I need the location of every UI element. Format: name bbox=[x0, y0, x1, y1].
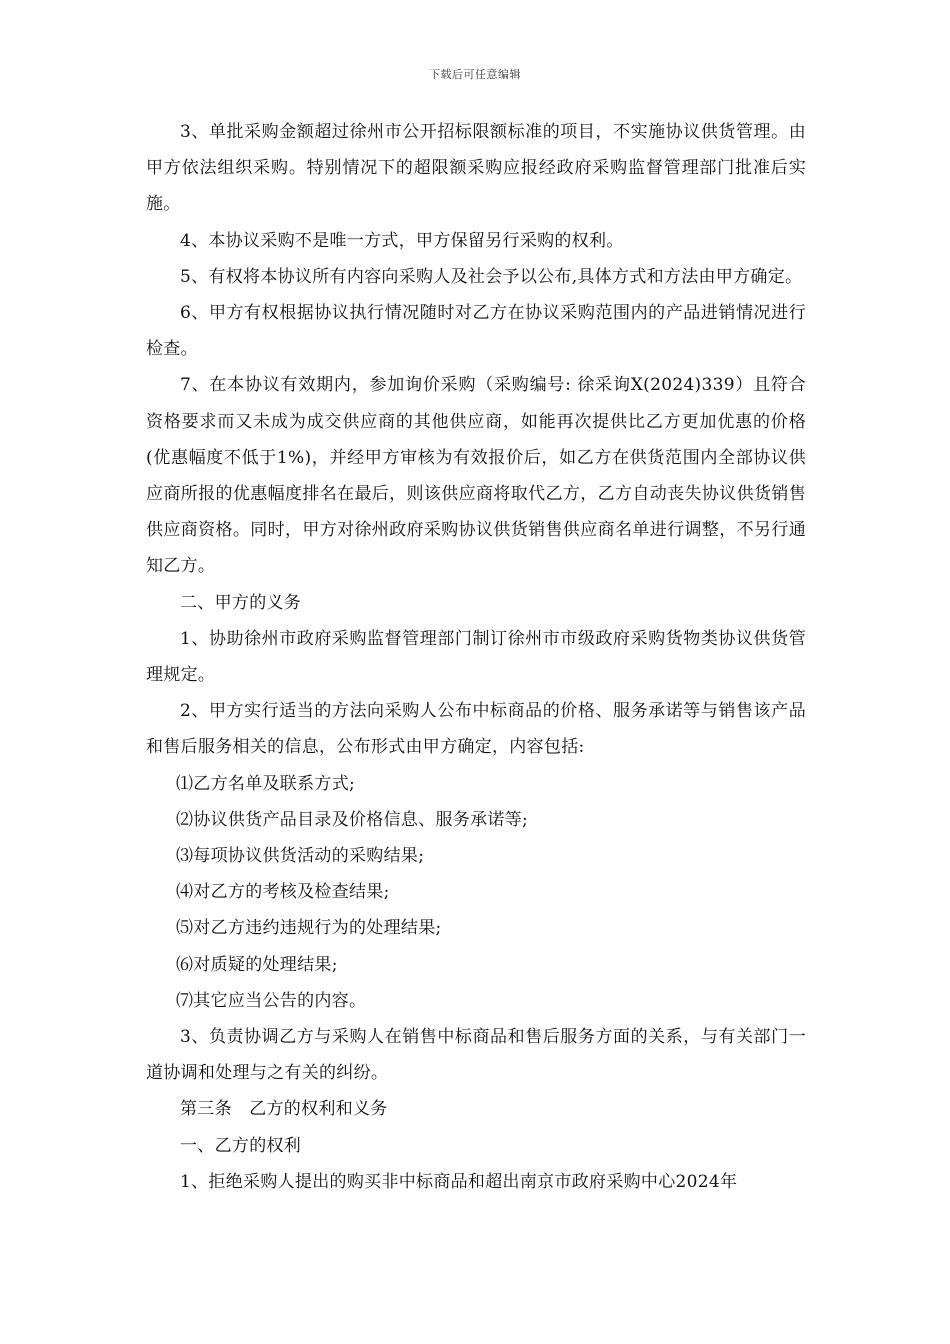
paragraph-6: 6、甲方有权根据协议执行情况随时对乙方在协议采购范围内的产品进销情况进行检查。 bbox=[146, 303, 806, 360]
obligation-3: 3、负责协调乙方与采购人在销售中标商品和售后服务方面的关系，与有关部门一道协调和处理与之有关的纠纷。 bbox=[146, 1027, 806, 1084]
list-item: ⑵协议供货产品目录及价格信息、服务承诺等; bbox=[176, 809, 529, 830]
paragraph-4: 4、本协议采购不是唯一方式，甲方保留另行采购的权利。 bbox=[180, 230, 624, 251]
list-item: ⑺其它应当公告的内容。 bbox=[176, 990, 367, 1011]
obligation-2: 2、甲方实行适当的方法向采购人公布中标商品的价格、服务承诺等与销售该产品和售后服务相关的信息，公布形式由甲方确定，内容包括: bbox=[146, 701, 806, 758]
document-body bbox=[146, 114, 806, 1200]
article-heading-3: 第三条 乙方的权利和义务 bbox=[180, 1099, 388, 1120]
section-heading-party-b-rights: 一、乙方的权利 bbox=[180, 1135, 302, 1156]
obligation-1: 1、协助徐州市政府采购监督管理部门制订徐州市市级政府采购货物类协议供货管理规定。 bbox=[146, 628, 806, 686]
paragraph-5: 5、有权将本协议所有内容向采购人及社会予以公布,具体方式和方法由甲方确定。 bbox=[180, 266, 803, 287]
section-heading-party-a-obligations: 二、甲方的义务 bbox=[180, 592, 302, 613]
list-item: ⑷对乙方的考核及检查结果; bbox=[176, 882, 390, 903]
list-item: ⑹对质疑的处理结果; bbox=[176, 954, 338, 975]
paragraph-3: 3、单批采购金额超过徐州市公开招标限额标准的项目，不实施协议供货管理。由甲方依法组织采购。特别情况下的超限额采购应报经政府采购监督管理部门批准后实施。 bbox=[146, 122, 806, 215]
page-header: 下载后可任意编辑 bbox=[429, 68, 521, 81]
paragraph-7: 7、在本协议有效期内，参加询价采购（采购编号: 徐采询X(2024)339）且符合资格要求而又未成为成交供应商的其他供应商，如能再次提供比乙方更加优惠的价格(优惠幅度不低于1%)，并经甲方审核为有效报价后，如乙方在供货范围内全部协议供应商所报的优惠幅度排名在最后，则该供应商将取代乙方，乙方自动丧失协议供货销售供应商资格。同时，甲方对徐州政府采购协议供货销售供应商名单进行调整，不另行通知乙方。 bbox=[146, 375, 806, 577]
list-item: ⑸对乙方违约违规行为的处理结果; bbox=[176, 918, 442, 939]
list-item: ⑶每项协议供货活动的采购结果; bbox=[176, 846, 425, 867]
rights-1: 1、拒绝采购人提出的购买非中标商品和超出南京市政府采购中心2024年 bbox=[180, 1171, 738, 1192]
list-item: ⑴乙方名单及联系方式; bbox=[176, 773, 356, 794]
